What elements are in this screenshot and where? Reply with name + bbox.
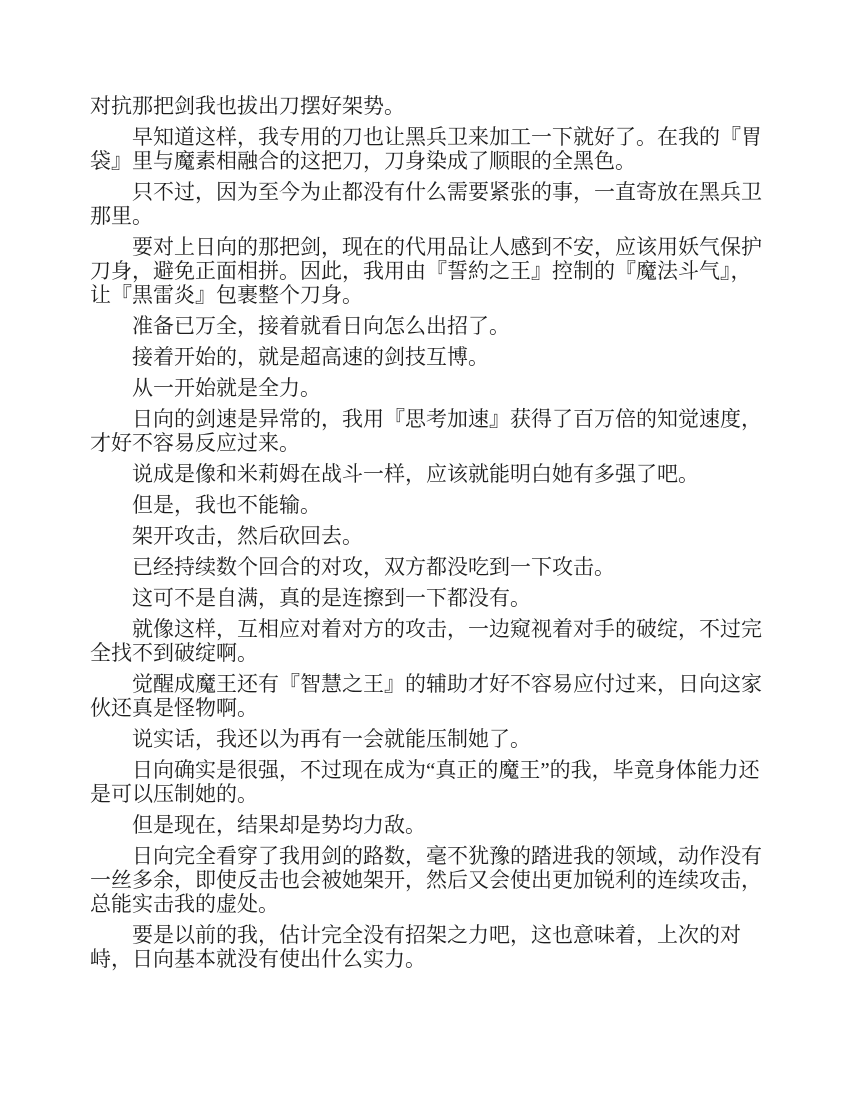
paragraph: 只不过，因为至今为止都没有什么需要紧张的事，一直寄放在黑兵卫那里。 bbox=[90, 180, 762, 228]
paragraph: 说成是像和米莉姆在战斗一样，应该就能明白她有多强了吧。 bbox=[132, 462, 699, 486]
paragraph: 接着开始的，就是超高速的剑技互博。 bbox=[132, 345, 489, 369]
paragraph: 日向确实是很强，不过现在成为“真正的魔王”的我，毕竟身体能力还是可以压制她的。 bbox=[90, 758, 760, 806]
paragraph: 这可不是自满，真的是连擦到一下都没有。 bbox=[132, 586, 531, 610]
paragraph: 已经持续数个回合的对攻，双方都没吃到一下攻击。 bbox=[132, 555, 615, 579]
paragraph: 说实话，我还以为再有一会就能压制她了。 bbox=[132, 727, 531, 751]
paragraph: 准备已万全，接着就看日向怎么出招了。 bbox=[132, 314, 510, 338]
paragraph: 日向的剑速是异常的，我用『思考加速』获得了百万倍的知觉速度，才好不容易反应过来。 bbox=[90, 407, 762, 455]
paragraph: 觉醒成魔王还有『智慧之王』的辅助才好不容易应付过来，日向这家伙还真是怪物啊。 bbox=[90, 672, 762, 720]
novel-text-body bbox=[90, 94, 768, 971]
paragraph: 对抗那把剑我也拔出刀摆好架势。 bbox=[90, 94, 405, 118]
paragraph: 要对上日向的那把剑，现在的代用品让人感到不安，应该用妖气保护刀身，避免正面相拼。因此，我用由『誓約之王』控制的『魔法斗气』，让『黒雷炎』包裹整个刀身。 bbox=[90, 235, 762, 307]
paragraph: 但是，我也不能输。 bbox=[132, 493, 321, 517]
paragraph: 日向完全看穿了我用剑的路数，毫不犹豫的踏进我的领域，动作没有一丝多余，即使反击也会被她架开，然后又会使出更加锐利的连续攻击，总能实击我的虚处。 bbox=[90, 844, 762, 916]
paragraph: 但是现在，结果却是势均力敌。 bbox=[132, 813, 426, 837]
paragraph: 早知道这样，我专用的刀也让黑兵卫来加工一下就好了。在我的『胃袋』里与魔素相融合的这把刀，刀身染成了顺眼的全黑色。 bbox=[90, 125, 762, 173]
paragraph: 就像这样，互相应对着对方的攻击，一边窥视着对手的破绽，不过完全找不到破绽啊。 bbox=[90, 617, 762, 665]
paragraph: 架开攻击，然后砍回去。 bbox=[132, 524, 363, 548]
paragraph: 要是以前的我，估计完全没有招架之力吧，这也意味着，上次的对峙，日向基本就没有使出什么实力。 bbox=[90, 923, 741, 971]
paragraph: 从一开始就是全力。 bbox=[132, 376, 321, 400]
